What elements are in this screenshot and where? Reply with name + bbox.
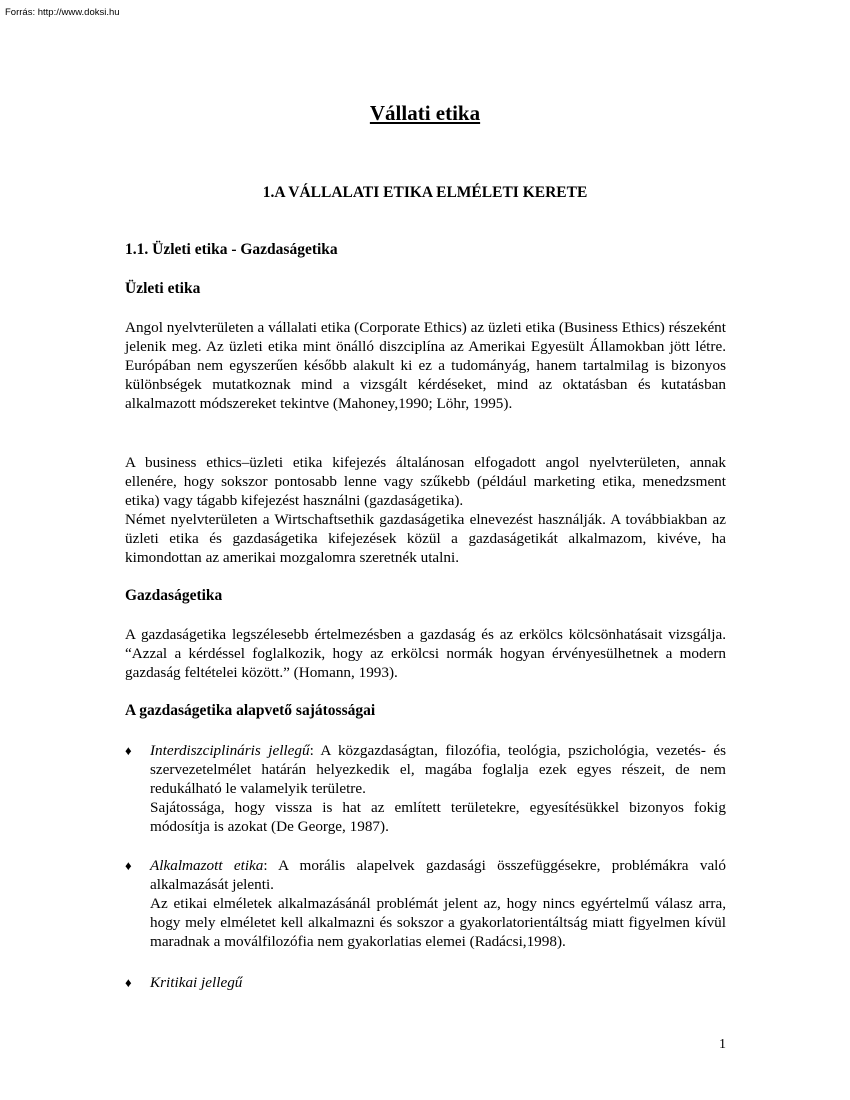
paragraph-2: A business ethics–üzleti etika kifejezés általánosan elfogadott angol nyelvterületen, annak ellenére, hogy sokszor pontosabb lenne vagy szűkebb (például marketing etika, menedzsment etika) vagy tágabb kifejezést használni (gazdaságetika). bbox=[125, 454, 726, 509]
bullet-diamond-icon: ♦ bbox=[125, 743, 132, 758]
bullet-description: : A közgazdaságtan, filozófia, teológia, pszichológia, vezetés- és szervezetelmélet határán helyezkedik el, magába foglalja ezek egyes részeit, de nem redukálható le valamelyik területre. bbox=[150, 742, 726, 797]
bullet-text bbox=[150, 856, 726, 894]
bullet-item bbox=[150, 741, 726, 836]
subheading-uzleti-etika: Üzleti etika bbox=[125, 280, 201, 297]
bullet-diamond-icon: ♦ bbox=[125, 975, 132, 990]
paragraph-gazdasagetika bbox=[125, 625, 726, 682]
bullet-term: Kritikai jellegű bbox=[150, 974, 243, 991]
bullet-term: Alkalmazott etika bbox=[150, 857, 264, 874]
document-title: Vállati etika bbox=[369, 101, 481, 125]
bullet-item bbox=[150, 856, 726, 951]
paragraph-1: Angol nyelvterületen a vállalati etika (Corporate Ethics) az üzleti etika (Business Ethics) részeként jelenik meg. Az üzleti etika mint önálló diszciplína az Amerikai Egyesült Államokban jött létre. Európában nem egyszerűen később alakult ki ez a tudományág, hanem tartalmilag is bizonyos különbségek mutatkoznak mind a vizsgált kérdéseket, mind az oktatásban és kutatásban alkalmazott módszereket tekintve (Mahoney,1990; Löhr, 1995). bbox=[125, 319, 726, 412]
bullet-term: Interdiszciplináris jellegű bbox=[150, 742, 310, 759]
bullet-text bbox=[150, 741, 726, 798]
bullet-item bbox=[150, 973, 726, 992]
bullet-text bbox=[150, 973, 726, 992]
bullet-diamond-icon: ♦ bbox=[125, 858, 132, 873]
paragraph-intro bbox=[125, 318, 726, 413]
paragraph-4: A gazdaságetika legszélesebb értelmezésben a gazdaság és az erkölcs kölcsönhatásait vizsgálja. “Azzal a kérdéssel foglalkozik, hogy az erkölcsi normák hogyan érvényesülhetnek a modern gazdaság feltételei között.” (Homann, 1993). bbox=[125, 626, 726, 681]
paragraph-3: Német nyelvterületen a Wirtschaftsethik gazdaságetika elnevezést használják. A továbbiakban az üzleti etika és gazdaságetika kifejezések közül a gazdaságetikát alkalmazom, kivéve, ha kimondottan az amerikai mozgalomra szeretnék utalni. bbox=[125, 511, 726, 566]
source-note: Forrás: http://www.doksi.hu bbox=[5, 7, 120, 18]
bullet-extra: Az etikai elméletek alkalmazásánál problémát jelent az, hogy nincs egyértelmű válasz arra, hogy mely elméletet kell alkalmazni és sokszor a gyakorlatorientáltság miatt figyelmen kívül maradnak a moválfilozófia nem gyakorlatias elemei (Radácsi,1998). bbox=[150, 895, 726, 950]
bullet-extra: Sajátossága, hogy vissza is hat az említett területekre, egyesítésükkel bizonyos fokig módosítja is azokat (De George, 1987). bbox=[150, 799, 726, 835]
chapter-heading: 1.A VÁLLALATI ETIKA ELMÉLETI KERETE bbox=[262, 184, 588, 201]
subheading-sajatossagai: A gazdaságetika alapvető sajátosságai bbox=[125, 702, 376, 719]
paragraph-business-ethics bbox=[125, 453, 726, 567]
page-number: 1 bbox=[719, 1037, 726, 1052]
bullet-description: : A morális alapelvek gazdasági összefüggésekre, problémákra való alkalmazását jelenti. bbox=[150, 857, 726, 893]
section-heading: 1.1. Üzleti etika - Gazdaságetika bbox=[125, 241, 338, 258]
subheading-gazdasagetika: Gazdaságetika bbox=[125, 587, 223, 604]
